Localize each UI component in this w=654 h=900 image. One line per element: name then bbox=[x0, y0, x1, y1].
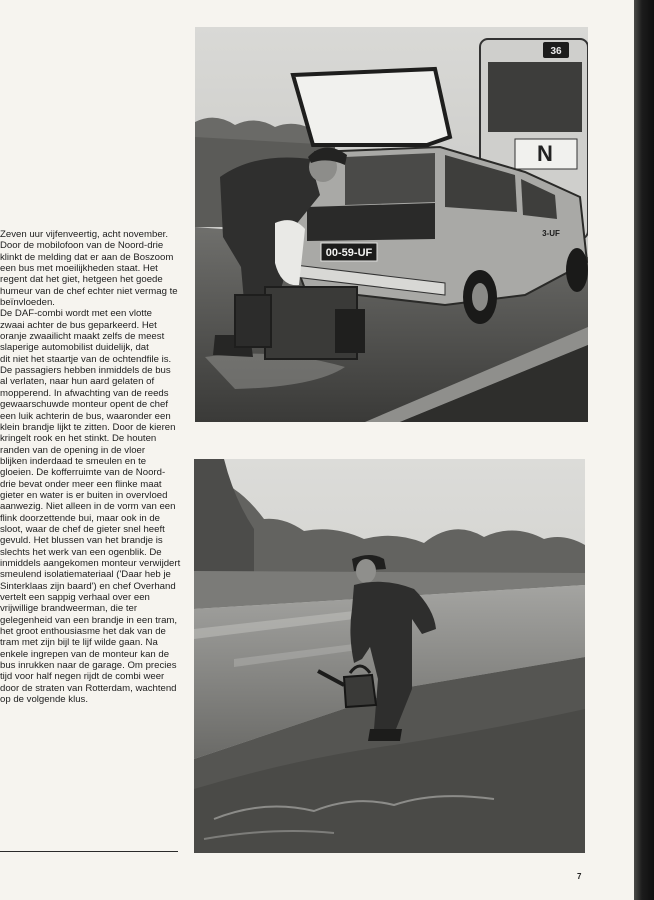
article-line: een luik achterin de bus, waaronder een bbox=[0, 410, 171, 422]
article-line: randen van de opening in de vloer bbox=[0, 444, 146, 456]
article-line: Door de mobilofoon van de Noord-drie bbox=[0, 240, 164, 252]
article-line: klinkt de melding dat er aan de Boszoom bbox=[0, 251, 174, 263]
article-line: smeulend isolatiemateriaal ('Daar heb je bbox=[0, 569, 171, 581]
article-line: inmiddels aangekomen monteur verwijdert bbox=[0, 557, 181, 569]
article-line: al verlaten, naar hun aard gelaten of bbox=[0, 376, 155, 388]
article-body bbox=[0, 229, 190, 705]
page-number: 7 bbox=[577, 872, 582, 881]
article-line: De DAF-combi wordt met een vlotte bbox=[0, 308, 152, 320]
article-line: het groot enthousiasme het dak van de bbox=[0, 626, 166, 638]
article-line: bus inrukken naar de garage. Om precies bbox=[0, 660, 177, 672]
license-plate: 00-59-UF bbox=[325, 247, 373, 259]
article-line: humeur van de chef echter niet vermag te bbox=[0, 285, 178, 297]
photo-man-with-watering-can bbox=[194, 459, 585, 853]
bus-logo: N bbox=[537, 141, 553, 166]
article-line: flink doorzettende bui, maar ook in de bbox=[0, 512, 160, 524]
article-line: sloot, waar de chef de gieter snel heeft bbox=[0, 523, 165, 535]
article-line: tijd voor half negen rijdt de combi weer bbox=[0, 671, 165, 683]
article-line: gloeien. De kofferruimte van de Noord- bbox=[0, 467, 166, 479]
article-line: drie bevat onder meer een flinke maat bbox=[0, 478, 162, 490]
article-line: slechts het werk van een ogenblik. De bbox=[0, 546, 162, 558]
article-line: door de straten van Rotterdam, wachtend bbox=[0, 682, 177, 694]
article-line: gieter en water is er buiten in overvloed bbox=[0, 489, 168, 501]
article-line: vertelt een sappig verhaal over een bbox=[0, 592, 150, 603]
article-line: oranje zwaailicht maakt zelfs de meest bbox=[0, 331, 165, 343]
footer-rule bbox=[0, 851, 178, 852]
article-line: gelegenheid van een brandje in een tram, bbox=[0, 614, 178, 626]
article-line: een bus met moeilijkheden staat. Het bbox=[0, 263, 158, 275]
article-line: tram met zijn bijl te lijf wilde gaan. Na bbox=[0, 637, 158, 649]
article-line: slaperige automobilist duidelijk, dat bbox=[0, 342, 149, 354]
article-line: klein brandje lijkt te zitten. Door de kieren bbox=[0, 421, 176, 433]
bus-route-number: 36 bbox=[550, 46, 562, 57]
article-line: enkele ingrepen van de monteur kan de bbox=[0, 648, 170, 660]
book-spine-edge bbox=[634, 0, 654, 900]
article-line: Zeven uur vijfenveertig, acht november. bbox=[0, 229, 168, 240]
article-line: aanwezig. Niet alleen in de vorm van een bbox=[0, 501, 176, 513]
article-line: gewaarschuwde monteur opent de chef bbox=[0, 399, 168, 411]
article-line: De passagiers hebben inmiddels de bus bbox=[0, 365, 171, 377]
article-line: op de volgende klus. bbox=[0, 694, 89, 706]
article-line: kringelt rook en het stinkt. De houten bbox=[0, 433, 157, 445]
article-line: beïnvloeden. bbox=[0, 297, 55, 309]
article-line: dit niet het staartje van de ochtendfile is. bbox=[0, 353, 172, 365]
article-line: vrijwillige brandweerman, die ter bbox=[0, 603, 138, 615]
article-line: gevuld. Het blussen van het brandje is bbox=[0, 535, 163, 547]
car-door-badge: 3-UF bbox=[542, 229, 560, 238]
article-line: blijken inderdaad te smeulen en te bbox=[0, 455, 147, 467]
article-line: Sinterklaas zijn baard') en chef Overhand bbox=[0, 580, 176, 592]
article-line: regent dat het giet, hetgeen het goede bbox=[0, 274, 163, 286]
photo-man-with-watering-can-image bbox=[194, 459, 585, 853]
photo-car-and-bus bbox=[195, 27, 588, 422]
article-line: mopperend. In afwachting van de reeds bbox=[0, 387, 169, 399]
article-line: zwaai achter de bus geparkeerd. Het bbox=[0, 319, 157, 331]
photo-car-and-bus-image bbox=[195, 27, 588, 422]
